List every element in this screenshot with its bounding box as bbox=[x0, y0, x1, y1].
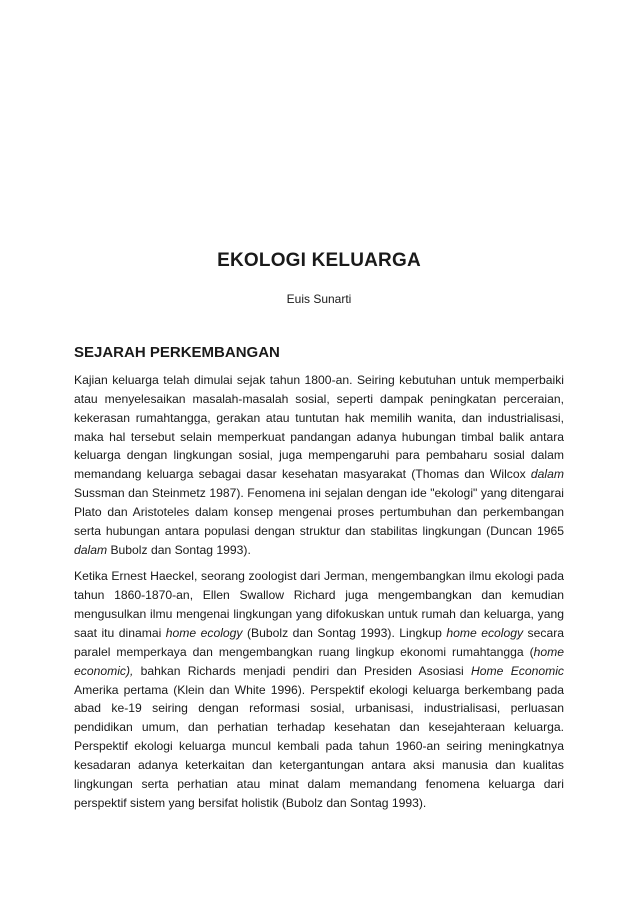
body-paragraph bbox=[74, 371, 564, 559]
italic-text: home ecology bbox=[446, 625, 524, 640]
text-segment: (Bubolz dan Sontag 1993). Lingkup bbox=[242, 625, 447, 640]
italic-text: dalam bbox=[74, 542, 108, 557]
italic-text: dalam bbox=[530, 467, 564, 482]
text-segment: secara paralel memperkaya dan mengembangkan ruang lingkup ekonomi rumahtangga ( bbox=[74, 625, 564, 659]
body-paragraph bbox=[74, 567, 564, 812]
italic-text: home ecology bbox=[165, 625, 243, 640]
section-heading: SEJARAH PERKEMBANGAN bbox=[74, 344, 280, 361]
document-author: Euis Sunarti bbox=[286, 292, 352, 306]
italic-text: Home Economic bbox=[471, 663, 564, 678]
text-segment: Amerika pertama (Klein dan White 1996). Perspektif ekologi keluarga berkembang pada abad ke-19 seiring dengan reformasi sosial, urbanisasi, industrialisasi, perluasan pendidikan umum, dan perhatian terhadap kesehatan dan kesejahteraan keluarga. Perspektif ekologi keluarga muncul kembali pada tahun 1960-an seiring meningkatnya kesadaran adanya keterkaitan dan ketergantungan antara aksi manusia dan kualitas lingkungan serta perhatian atau minat dalam memandang fenomena keluarga dari perspektif sistem yang bersifat holistik (Bubolz dan Sontag 1993). bbox=[74, 682, 564, 810]
body-text bbox=[74, 371, 564, 820]
text-segment: Kajian keluarga telah dimulai sejak tahun 1800-an. Seiring kebutuhan untuk memperbaiki atau menyelesaikan masalah-masalah sosial, seperti dampak peningkatan perceraian, kekerasan rumahtangga, gerakan atau tuntutan hak memilih wanita, dan industrialisasi, maka hal tersebut selain memperkuat pandangan adanya hubungan timbal balik antara keluarga dengan lingkungan sosial, juga mempengaruhi para pembaharu sosial dalam memandang keluarga sebagai dasar kesehatan masyarakat (Thomas dan Wilcox bbox=[74, 373, 564, 482]
italic-text: home economic), bbox=[74, 644, 564, 678]
text-segment: Bubolz dan Sontag 1993). bbox=[107, 542, 251, 557]
text-segment: bahkan Richards menjadi pendiri dan Presiden Asosiasi bbox=[133, 663, 472, 678]
text-segment: Sussman dan Steinmetz 1987). Fenomena ini sejalan dengan ide "ekologi" yang ditengarai Plato dan Aristoteles dalam konsep mengenai proses pertumbuhan dan perkembangan serta hubungan antara populasi dengan struktur dan stabilitas lingkungan (Duncan 1965 bbox=[74, 486, 564, 538]
text-segment: Ketika Ernest Haeckel, seorang zoologist dari Jerman, mengembangkan ilmu ekologi pada tahun 1860-1870-an, Ellen Swallow Richard juga mengembangkan dan kemudian mengusulkan ilmu mengenai lingkungan yang difokuskan untuk rumah dan keluarga, yang saat itu dinamai bbox=[74, 569, 564, 640]
document-title: EKOLOGI KELUARGA bbox=[217, 250, 421, 271]
